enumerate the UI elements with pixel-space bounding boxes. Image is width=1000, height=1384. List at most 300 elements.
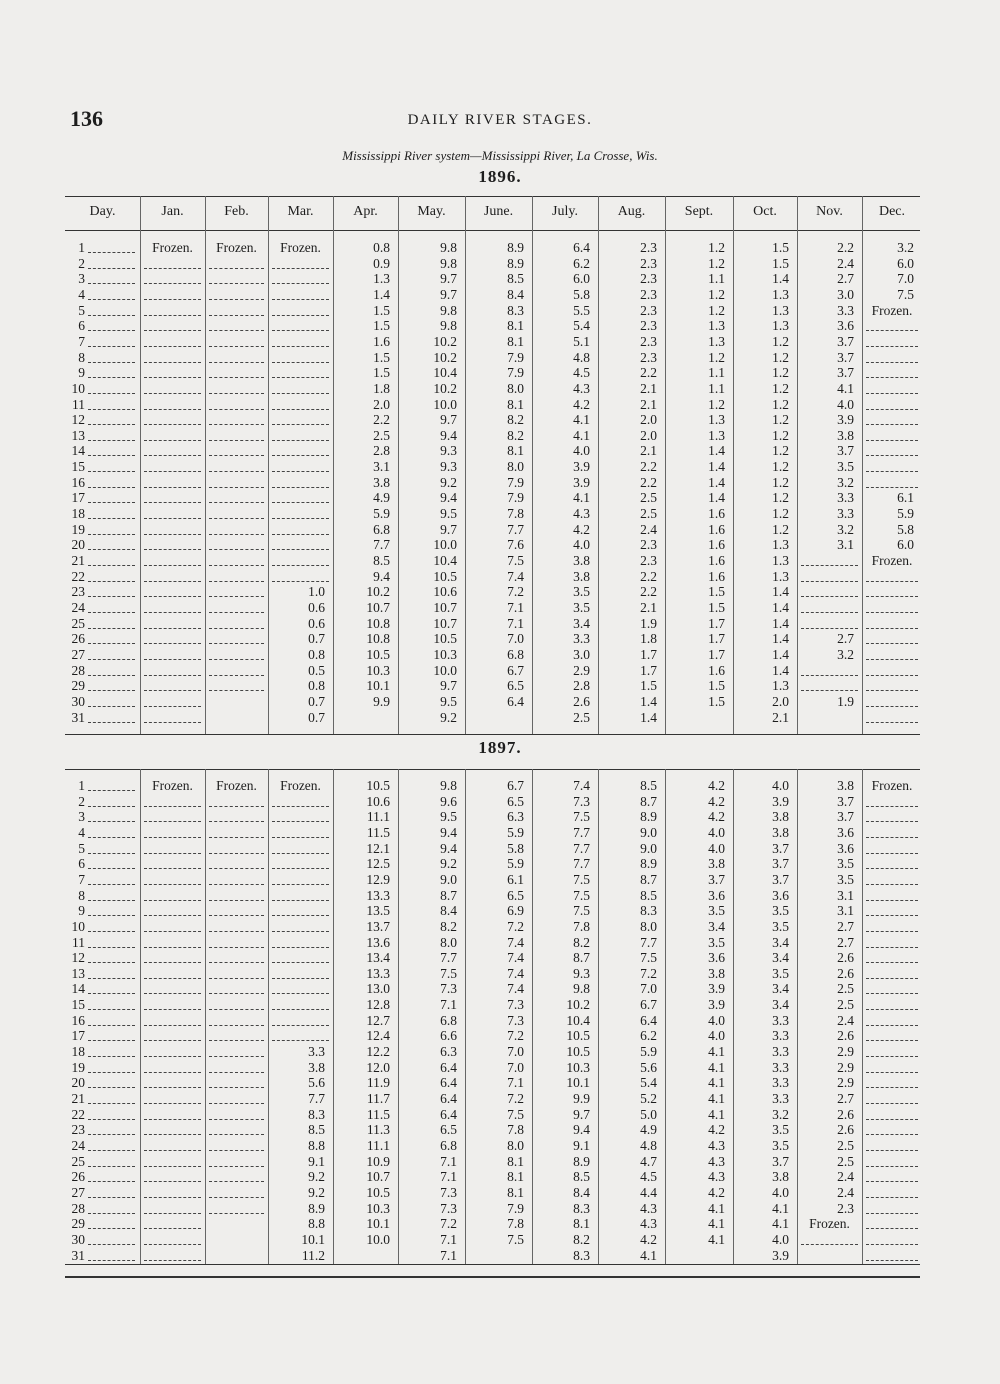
blank-entry-leader [272, 993, 329, 994]
blank-entry-leader [144, 628, 201, 629]
stage-value: 1.4 [772, 631, 789, 647]
blank-entry-leader [144, 1103, 201, 1104]
blank-entry-leader [144, 806, 201, 807]
stage-value: 9.2 [308, 1169, 325, 1185]
stage-value: 8.5 [573, 1169, 590, 1185]
stage-value: 9.2 [440, 709, 457, 725]
stage-value: 7.1 [440, 1153, 457, 1169]
day-leader [88, 884, 135, 885]
day-leader [88, 534, 135, 535]
stage-value: 8.4 [440, 903, 457, 919]
stage-value: 8.1 [573, 1216, 590, 1232]
stage-value: 2.3 [640, 553, 657, 568]
blank-entry-leader [209, 947, 264, 948]
blank-entry-leader [866, 581, 918, 582]
column-separator [140, 769, 141, 1264]
stage-value: 3.3 [772, 1012, 789, 1028]
stage-value: 9.9 [373, 693, 390, 709]
blank-entry-leader [209, 853, 264, 854]
stage-value: 7.5 [440, 965, 457, 981]
day-number: 22 [71, 568, 85, 584]
day-leader [88, 377, 135, 378]
stage-value: 3.7 [772, 840, 789, 856]
blank-entry-leader [866, 659, 918, 660]
day-leader [88, 315, 135, 316]
stage-value: 6.8 [507, 646, 524, 662]
stage-value: 7.5 [573, 903, 590, 919]
stage-value: 8.1 [507, 443, 524, 459]
day-leader [88, 643, 135, 644]
blank-entry-leader [209, 502, 264, 503]
stage-value: 9.4 [440, 490, 457, 506]
stage-value: 3.9 [772, 1247, 789, 1263]
day-number: 8 [78, 349, 85, 365]
blank-entry-leader [801, 581, 858, 582]
blank-entry-leader [144, 675, 201, 676]
stage-value: 1.3 [708, 318, 725, 334]
stage-value: 13.3 [366, 887, 390, 903]
day-number: 30 [71, 693, 85, 709]
day-number: 28 [71, 662, 85, 678]
stage-value: 4.1 [640, 1247, 657, 1263]
blank-entry-leader [866, 1025, 918, 1026]
blank-entry-leader [144, 931, 201, 932]
stage-value: 6.8 [373, 521, 390, 537]
stage-value: 1.2 [772, 333, 789, 349]
stage-value: 10.1 [366, 678, 390, 694]
stage-value: 0.8 [373, 240, 390, 255]
stage-value: 4.8 [573, 349, 590, 365]
stage-value: 0.6 [308, 615, 325, 631]
blank-entry-leader [866, 393, 918, 394]
day-number: 18 [71, 506, 85, 522]
stage-value: 7.9 [507, 474, 524, 490]
stage-value: 7.4 [573, 778, 590, 793]
stage-value: 7.8 [507, 1216, 524, 1232]
stage-value: 6.4 [440, 1059, 457, 1075]
stage-value: 10.8 [366, 615, 390, 631]
blank-entry-leader [209, 931, 264, 932]
column-separator [205, 196, 206, 734]
stage-value: 11.3 [366, 1122, 390, 1138]
column-separator [140, 196, 141, 734]
stage-value: 1.2 [772, 459, 789, 475]
day-leader [88, 549, 135, 550]
stage-value: 1.3 [772, 568, 789, 584]
day-number: 24 [71, 1137, 85, 1153]
blank-entry-leader [144, 1197, 201, 1198]
blank-entry-leader [272, 806, 329, 807]
blank-entry-leader [866, 643, 918, 644]
stage-value: 1.5 [708, 599, 725, 615]
stage-value: 7.9 [507, 365, 524, 381]
stage-value: 4.3 [573, 506, 590, 522]
stage-value: 8.9 [507, 255, 524, 271]
day-number: 19 [71, 521, 85, 537]
stage-value: 5.4 [573, 318, 590, 334]
frozen-label: Frozen. [871, 302, 913, 318]
stage-value: 1.7 [640, 662, 657, 678]
blank-entry-leader [866, 346, 918, 347]
stage-value: 4.2 [708, 1184, 725, 1200]
blank-entry-leader [272, 377, 329, 378]
stage-value: 3.3 [772, 1091, 789, 1106]
blank-entry-leader [209, 393, 264, 394]
stage-value: 7.3 [573, 793, 590, 809]
stage-value: 10.5 [433, 568, 457, 584]
blank-entry-leader [144, 1150, 201, 1151]
day-leader [88, 915, 135, 916]
blank-entry-leader [144, 330, 201, 331]
stage-value: 2.3 [640, 240, 657, 255]
stage-value: 2.5 [837, 981, 854, 997]
blank-entry-leader [866, 1134, 918, 1135]
stage-value: 8.3 [573, 1247, 590, 1263]
stage-value: 8.1 [507, 1169, 524, 1185]
stage-value: 13.4 [366, 950, 390, 966]
stage-value: 8.4 [573, 1184, 590, 1200]
blank-entry-leader [209, 455, 264, 456]
day-leader [88, 900, 135, 901]
blank-entry-leader [272, 900, 329, 901]
stage-value: 6.7 [640, 997, 657, 1013]
stage-value: 3.7 [837, 793, 854, 809]
blank-entry-leader [866, 962, 918, 963]
day-number: 7 [78, 871, 85, 887]
stage-value: 1.6 [373, 333, 390, 349]
blank-entry-leader [272, 330, 329, 331]
day-number: 2 [78, 793, 85, 809]
day-number: 21 [71, 553, 85, 568]
table-bottom-rule [65, 1264, 920, 1265]
blank-entry-leader [866, 853, 918, 854]
stage-value: 5.0 [640, 1106, 657, 1122]
blank-entry-leader [144, 868, 201, 869]
stage-value: 12.2 [366, 1044, 390, 1060]
blank-entry-leader [144, 581, 201, 582]
stage-value: 10.3 [366, 1200, 390, 1216]
day-leader [88, 1260, 135, 1261]
day-number: 28 [71, 1200, 85, 1216]
blank-entry-leader [209, 1040, 264, 1041]
day-leader [88, 409, 135, 410]
blank-entry-leader [144, 565, 201, 566]
stage-value: 8.1 [507, 1184, 524, 1200]
stage-value: 6.0 [573, 271, 590, 287]
blank-entry-leader [272, 837, 329, 838]
stage-value: 1.6 [708, 662, 725, 678]
stage-value: 7.7 [373, 537, 390, 553]
blank-entry-leader [144, 440, 201, 441]
stage-value: 7.5 [573, 809, 590, 825]
stage-value: 2.2 [640, 365, 657, 381]
stage-value: 6.4 [507, 693, 524, 709]
stage-value: 3.1 [837, 903, 854, 919]
stage-value: 2.4 [837, 255, 854, 271]
day-number: 13 [71, 427, 85, 443]
blank-entry-leader [144, 283, 201, 284]
stage-value: 1.4 [772, 615, 789, 631]
stage-value: 10.7 [366, 599, 390, 615]
stage-value: 3.3 [837, 490, 854, 506]
day-leader [88, 675, 135, 676]
table-end-rule [65, 1276, 920, 1278]
blank-entry-leader [144, 821, 201, 822]
day-leader [88, 1244, 135, 1245]
stage-value: 3.4 [708, 918, 725, 934]
blank-entry-leader [866, 1181, 918, 1182]
stage-value: 1.5 [640, 678, 657, 694]
stage-value: 2.4 [837, 1184, 854, 1200]
stage-value: 4.1 [573, 427, 590, 443]
stage-value: 7.4 [507, 568, 524, 584]
stage-value: 12.4 [366, 1028, 390, 1044]
stage-value: 3.9 [708, 997, 725, 1013]
stage-value: 1.4 [772, 599, 789, 615]
blank-entry-leader [272, 518, 329, 519]
day-number: 5 [78, 302, 85, 318]
stage-value: 2.7 [837, 918, 854, 934]
day-number: 23 [71, 584, 85, 600]
blank-entry-leader [272, 549, 329, 550]
blank-entry-leader [144, 722, 201, 723]
stage-value: 3.4 [573, 615, 590, 631]
blank-entry-leader [144, 853, 201, 854]
column-header: July. [552, 204, 578, 219]
stage-value: 6.5 [440, 1122, 457, 1138]
day-leader [88, 1228, 135, 1229]
blank-entry-leader [866, 1087, 918, 1088]
stage-value: 4.0 [837, 396, 854, 412]
year-heading: 1897. [478, 738, 522, 757]
stage-value: 3.8 [837, 778, 854, 793]
blank-entry-leader [866, 1166, 918, 1167]
stage-value: 1.4 [708, 443, 725, 459]
blank-entry-leader [209, 1213, 264, 1214]
stage-value: 3.7 [837, 443, 854, 459]
stage-value: 1.7 [708, 646, 725, 662]
stage-value: 6.8 [440, 1137, 457, 1153]
day-leader [88, 628, 135, 629]
stage-value: 2.1 [640, 380, 657, 396]
blank-entry-leader [866, 1260, 918, 1261]
stage-value: 8.3 [573, 1200, 590, 1216]
stage-value: 2.7 [837, 631, 854, 647]
stage-value: 1.2 [772, 412, 789, 428]
blank-entry-leader [209, 518, 264, 519]
day-number: 20 [71, 537, 85, 553]
stage-value: 1.6 [708, 553, 725, 568]
stage-value: 1.4 [772, 584, 789, 600]
blank-entry-leader [144, 596, 201, 597]
stage-value: 4.0 [708, 1028, 725, 1044]
stage-value: 1.3 [708, 427, 725, 443]
stage-value: 11.5 [366, 824, 390, 840]
stage-value: 3.0 [837, 286, 854, 302]
stage-value: 1.6 [708, 506, 725, 522]
stage-value: 6.4 [573, 240, 590, 255]
blank-entry-leader [866, 1072, 918, 1073]
stage-value: 2.6 [837, 1122, 854, 1138]
blank-entry-leader [866, 706, 918, 707]
stage-value: 2.0 [772, 693, 789, 709]
blank-entry-leader [209, 315, 264, 316]
stage-value: 8.3 [507, 302, 524, 318]
stage-value: 10.5 [366, 646, 390, 662]
stage-value: 12.9 [366, 871, 390, 887]
blank-entry-leader [272, 409, 329, 410]
day-number: 26 [71, 1169, 85, 1185]
stage-value: 7.2 [507, 1028, 524, 1044]
blank-entry-leader [272, 947, 329, 948]
blank-entry-leader [209, 283, 264, 284]
stage-value: 2.9 [837, 1075, 854, 1091]
stage-value: 1.5 [373, 349, 390, 365]
blank-entry-leader [272, 534, 329, 535]
blank-entry-leader [866, 947, 918, 948]
day-number: 21 [71, 1091, 85, 1106]
blank-entry-leader [272, 884, 329, 885]
blank-entry-leader [209, 915, 264, 916]
day-number: 10 [71, 918, 85, 934]
stage-value: 6.8 [440, 1012, 457, 1028]
stage-value: 1.9 [640, 615, 657, 631]
stage-value: 9.2 [308, 1184, 325, 1200]
stage-value: 7.5 [573, 887, 590, 903]
stage-value: 3.8 [373, 474, 390, 490]
blank-entry-leader [144, 659, 201, 660]
blank-entry-leader [209, 534, 264, 535]
blank-entry-leader [272, 393, 329, 394]
stage-value: 3.7 [837, 809, 854, 825]
stage-value: 4.2 [640, 1231, 657, 1247]
stage-value: 4.1 [708, 1216, 725, 1232]
blank-entry-leader [144, 1260, 201, 1261]
stage-value: 7.3 [507, 1012, 524, 1028]
blank-entry-leader [209, 690, 264, 691]
stage-value: 3.5 [837, 856, 854, 872]
stage-value: 7.8 [507, 506, 524, 522]
blank-entry-leader [209, 1166, 264, 1167]
day-leader [88, 993, 135, 994]
blank-entry-leader [144, 502, 201, 503]
stage-value: 3.2 [897, 240, 914, 255]
blank-entry-leader [866, 837, 918, 838]
stage-value: 8.5 [373, 553, 390, 568]
day-number: 29 [71, 678, 85, 694]
stage-value: 7.1 [507, 615, 524, 631]
stage-value: 9.4 [440, 427, 457, 443]
blank-entry-leader [866, 1009, 918, 1010]
stage-value: 3.8 [772, 809, 789, 825]
blank-entry-leader [209, 643, 264, 644]
frozen-label: Frozen. [216, 240, 257, 255]
stage-value: 1.2 [708, 302, 725, 318]
day-number: 25 [71, 1153, 85, 1169]
day-number: 11 [72, 396, 85, 412]
blank-entry-leader [209, 471, 264, 472]
stage-value: 2.4 [640, 521, 657, 537]
stage-value: 5.2 [640, 1091, 657, 1106]
stage-value: 5.9 [897, 506, 914, 522]
stage-value: 8.9 [308, 1200, 325, 1216]
stage-value: 4.0 [573, 537, 590, 553]
day-number: 12 [71, 412, 85, 428]
stage-value: 2.7 [837, 934, 854, 950]
stage-value: 4.4 [640, 1184, 657, 1200]
stage-value: 1.1 [708, 271, 725, 287]
frozen-label: Frozen. [152, 240, 193, 255]
blank-entry-leader [866, 424, 918, 425]
stage-value: 4.2 [573, 396, 590, 412]
day-number: 1 [78, 778, 85, 793]
stage-value: 3.7 [708, 871, 725, 887]
stage-value: 7.7 [440, 950, 457, 966]
stage-value: 2.5 [640, 506, 657, 522]
stage-value: 3.5 [837, 459, 854, 475]
stage-value: 9.7 [440, 412, 457, 428]
table-subtitle: Mississippi River system—Mississippi River, La Crosse, Wis. [342, 148, 658, 163]
blank-entry-leader [866, 409, 918, 410]
blank-entry-leader [209, 1072, 264, 1073]
day-number: 29 [71, 1216, 85, 1232]
blank-entry-leader [144, 346, 201, 347]
day-leader [88, 1103, 135, 1104]
blank-entry-leader [144, 690, 201, 691]
day-number: 3 [78, 809, 85, 825]
blank-entry-leader [866, 1056, 918, 1057]
column-header: Mar. [287, 204, 314, 219]
stage-value: 2.0 [640, 427, 657, 443]
table-header-rule [65, 230, 920, 231]
stage-value: 4.5 [640, 1169, 657, 1185]
stage-value: 4.2 [708, 778, 725, 793]
stage-value: 7.4 [507, 934, 524, 950]
stage-value: 1.3 [708, 333, 725, 349]
stage-value: 4.7 [640, 1153, 657, 1169]
stage-value: 7.2 [507, 1091, 524, 1106]
stage-value: 4.0 [708, 1012, 725, 1028]
stage-value: 11.1 [366, 809, 390, 825]
stage-value: 3.5 [772, 1122, 789, 1138]
stage-value: 11.5 [366, 1106, 390, 1122]
stage-value: 7.7 [573, 856, 590, 872]
stage-value: 10.1 [301, 1231, 325, 1247]
blank-entry-leader [144, 424, 201, 425]
stage-value: 10.0 [366, 1231, 390, 1247]
column-header: Sept. [684, 204, 714, 219]
day-number: 8 [78, 887, 85, 903]
day-leader [88, 1166, 135, 1167]
day-leader [88, 1009, 135, 1010]
stage-value: 7.0 [507, 631, 524, 647]
stage-value: 1.3 [772, 302, 789, 318]
frozen-label: Frozen. [871, 778, 913, 793]
column-header: Jan. [161, 204, 184, 219]
day-number: 10 [71, 380, 85, 396]
stage-value: 10.2 [433, 349, 457, 365]
stage-value: 0.9 [373, 255, 390, 271]
day-leader [88, 596, 135, 597]
stage-value: 10.5 [566, 1028, 590, 1044]
stage-value: 1.5 [373, 365, 390, 381]
stage-value: 0.5 [308, 662, 325, 678]
stage-value: 7.7 [308, 1091, 325, 1106]
stage-value: 4.8 [640, 1137, 657, 1153]
stage-value: 1.2 [772, 396, 789, 412]
blank-entry-leader [144, 612, 201, 613]
stage-value: 4.1 [772, 1200, 789, 1216]
